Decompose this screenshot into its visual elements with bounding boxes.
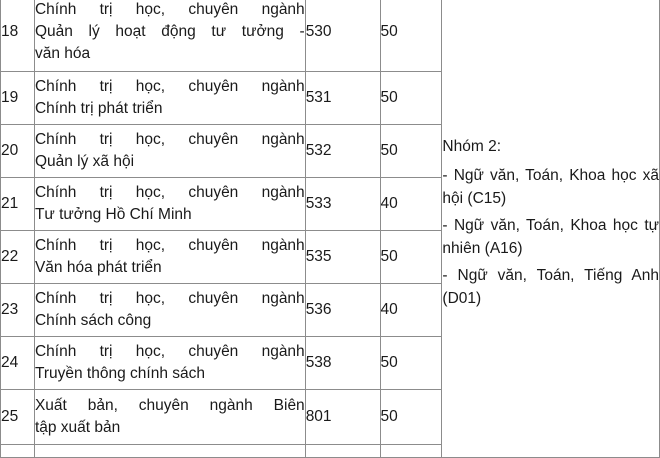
major-name bbox=[34, 0, 305, 72]
major-code: 538 bbox=[305, 337, 380, 390]
row-number: 21 bbox=[1, 178, 35, 231]
row-number: 20 bbox=[1, 125, 35, 178]
major-name-line: Chính trị học, chuyên ngành bbox=[34, 184, 305, 201]
quota: 50 bbox=[380, 337, 442, 390]
major-name-line: Truyền thông chính sách bbox=[34, 365, 205, 382]
major-code: 536 bbox=[305, 284, 380, 337]
quota: 40 bbox=[380, 178, 442, 231]
major-name-line: Xuất bản, chuyên ngành Biên bbox=[34, 397, 305, 414]
major-code: 801 bbox=[305, 390, 380, 445]
major-code: 535 bbox=[305, 231, 380, 284]
row-number: 22 bbox=[1, 231, 35, 284]
row-number: 25 bbox=[1, 390, 35, 445]
major-name-line: Chính trị học, chuyên ngành bbox=[34, 1, 305, 18]
quota: 50 bbox=[380, 231, 442, 284]
major-name-line: Chính trị học, chuyên ngành bbox=[34, 131, 305, 148]
major-name-line: Văn hóa phát triển bbox=[34, 259, 162, 276]
major-name-line: Chính trị học, chuyên ngành bbox=[34, 78, 305, 95]
major-name-line: Chính sách công bbox=[34, 312, 152, 329]
major-name bbox=[34, 231, 305, 284]
quota: 40 bbox=[380, 284, 442, 337]
major-name bbox=[34, 125, 305, 178]
subject-group-cell bbox=[442, 0, 660, 458]
major-name bbox=[34, 72, 305, 125]
major-name-line: Chính trị phát triển bbox=[34, 100, 163, 117]
major-name-line: văn hóa bbox=[34, 45, 91, 62]
group-title: Nhóm 2: bbox=[442, 138, 502, 155]
major-code: 533 bbox=[305, 178, 380, 231]
quota: 50 bbox=[380, 0, 442, 72]
group-item: - Ngữ văn, Toán, Tiếng Anh (D01) bbox=[442, 267, 659, 307]
major-code: 531 bbox=[305, 72, 380, 125]
major-name-line: Tư tưởng Hồ Chí Minh bbox=[34, 206, 192, 223]
row-number: 24 bbox=[1, 337, 35, 390]
row-number: 19 bbox=[1, 72, 35, 125]
group-item: - Ngữ văn, Toán, Khoa học xã hội (C15) bbox=[442, 167, 659, 207]
quota: 50 bbox=[380, 125, 442, 178]
major-name bbox=[34, 390, 305, 445]
major-name-line: Chính trị học, chuyên ngành bbox=[34, 343, 305, 360]
major-name bbox=[34, 337, 305, 390]
quota: 50 bbox=[380, 390, 442, 445]
major-name-line: Chính trị học, chuyên ngành bbox=[34, 237, 305, 254]
major-code: 532 bbox=[305, 125, 380, 178]
major-name-line: Quản lý xã hội bbox=[34, 153, 135, 170]
table-row bbox=[1, 0, 660, 72]
row-number: 23 bbox=[1, 284, 35, 337]
quota: 50 bbox=[380, 72, 442, 125]
major-code: 530 bbox=[305, 0, 380, 72]
row-number: 18 bbox=[1, 0, 35, 72]
major-name-line: Chính trị học, chuyên ngành bbox=[34, 290, 305, 307]
major-name bbox=[34, 178, 305, 231]
group-item: - Ngữ văn, Toán, Khoa học tự nhiên (A16) bbox=[442, 217, 659, 257]
major-name bbox=[34, 284, 305, 337]
major-name-line: Quản lý hoạt động tư tưởng - bbox=[34, 23, 305, 40]
major-name-line: tập xuất bản bbox=[34, 419, 121, 436]
